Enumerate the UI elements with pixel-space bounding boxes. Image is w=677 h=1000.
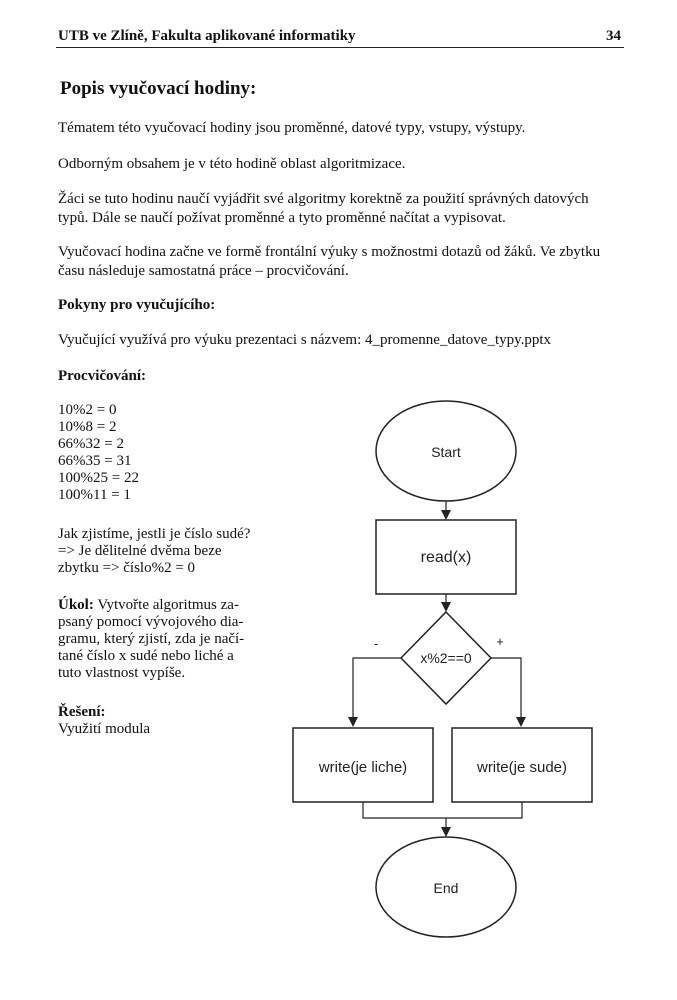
paragraph-line: Vyučovací hodina začne ve formě frontální výuky s možnostmi dotazů od žáků. Ve zbytku (58, 244, 601, 260)
paragraph-line: času následuje samostatná práce – procvičování. (58, 263, 349, 279)
modulo-example: 10%2 = 0 (58, 402, 117, 418)
branch-minus-label: - (373, 636, 379, 651)
flow-arrow-no (353, 658, 401, 725)
flowchart-start (376, 401, 516, 501)
flowchart-write-even (452, 728, 592, 802)
modulo-example: 10%8 = 2 (58, 419, 117, 435)
task-line: psaný pomocí vývojového dia- (58, 614, 244, 630)
solution-text: Využití modula (58, 721, 151, 737)
task-text: Vytvořte algoritmus za- (93, 597, 239, 613)
paragraph-content: Odborným obsahem je v této hodině oblast algoritmizace. (58, 156, 406, 172)
question-line: zbytku => číslo%2 = 0 (58, 560, 196, 576)
branch-plus-label: + (496, 634, 504, 649)
flowchart-decision (401, 612, 491, 704)
paragraph-line: typů. Dále se naučí požívat proměnné a tyto proměnné načítat a vypisovat. (58, 210, 506, 226)
flowchart-write-odd (293, 728, 433, 802)
task-label: Úkol: (58, 597, 94, 613)
end-label: End (433, 880, 459, 896)
page-number: 34 (606, 28, 621, 44)
write-even-label: write(je sude) (476, 759, 568, 776)
modulo-example: 66%35 = 31 (58, 453, 132, 469)
modulo-example: 66%32 = 2 (58, 436, 124, 452)
task-line: gramu, který zjistí, zda je načí- (58, 631, 245, 647)
question-line: => Je dělitelné dvěma beze (58, 543, 222, 559)
write-odd-label: write(je liche) (318, 759, 408, 776)
flow-arrow-yes (491, 658, 521, 725)
decision-label: x%2==0 (420, 650, 472, 666)
flowchart-read (376, 520, 516, 594)
task-line: tané číslo x sudé nebo liché a (58, 648, 234, 664)
section-title: Popis vyučovací hodiny: (60, 78, 257, 99)
flowchart-end (376, 837, 516, 937)
read-label: read(x) (420, 549, 472, 566)
teacher-heading: Pokyny pro vyučujícího: (58, 297, 216, 313)
task-line: tuto vlastnost vypíše. (58, 665, 186, 681)
question-line: Jak zjistíme, jestli je číslo sudé? (58, 526, 251, 542)
modulo-example: 100%25 = 22 (58, 470, 139, 486)
practice-heading: Procvičování: (58, 368, 147, 384)
flow-merge-line (363, 802, 522, 818)
header-title: UTB ve Zlíně, Fakulta aplikované informatiky (58, 28, 356, 44)
paragraph-line: Žáci se tuto hodinu naučí vyjádřit své algoritmy korektně za použití správných datových (58, 191, 589, 207)
modulo-example: 100%11 = 1 (58, 487, 131, 503)
paragraph-topic: Tématem této vyučovací hodiny jsou proměnné, datové typy, vstupy, výstupy. (58, 120, 526, 136)
solution-heading: Řešení: (58, 704, 106, 720)
teacher-instructions: Vyučující využívá pro výuku prezentaci s názvem: 4_promenne_datove_typy.pptx (58, 332, 552, 348)
start-label: Start (431, 444, 461, 460)
